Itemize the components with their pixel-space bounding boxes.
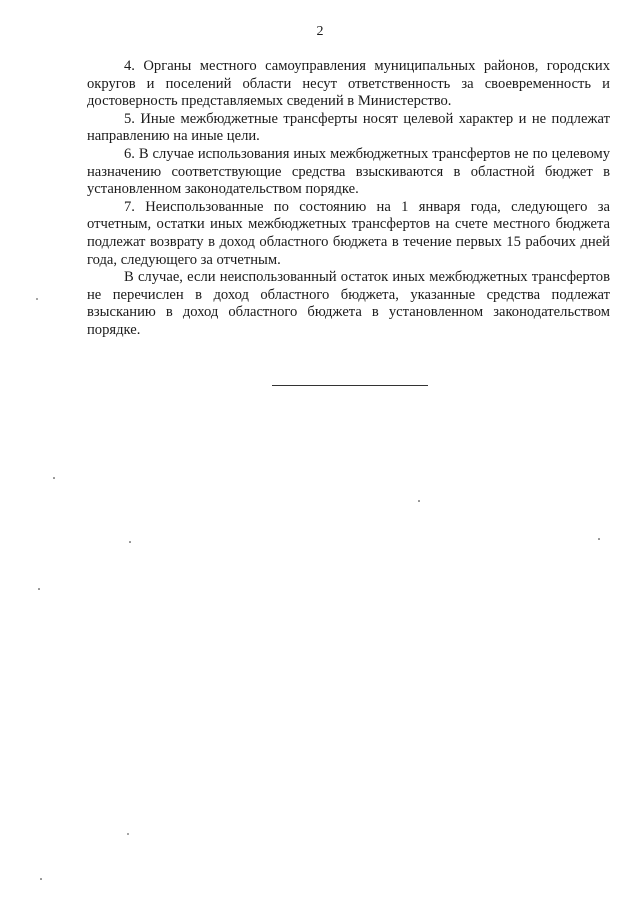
scan-speck <box>129 541 131 543</box>
paragraph-unreturned-balance: В случае, если неиспользованный остаток иных межбюджетных трансфертов не перечислен в доход областного бюджета, указанные средства подлежат взысканию в доход областного бюджета в установленном законодательством порядке. <box>87 269 610 338</box>
scan-speck <box>598 538 600 540</box>
paragraph-5: 5. Иные межбюджетные трансферты носят целевой характер и не подлежат направлению на иные цели. <box>87 110 610 145</box>
scan-speck <box>38 588 40 590</box>
document-body <box>87 58 610 340</box>
scan-speck <box>40 878 42 880</box>
paragraph-4: 4. Органы местного самоуправления муниципальных районов, городских округов и поселений области несут ответственность за своевременность и достоверность представляемых сведений в Министерство. <box>87 58 610 110</box>
scan-speck <box>418 500 420 502</box>
end-of-text-divider <box>272 385 428 386</box>
paragraph-7: 7. Неиспользованные по состоянию на 1 января года, следующего за отчетным, остатки иных межбюджетных трансфертов на счете местного бюджета подлежат возврату в доход областного бюджета в течение первых 15 рабочих дней года, следующего за отчетным. <box>87 198 610 268</box>
scan-speck <box>36 298 38 300</box>
page-number: 2 <box>316 24 324 39</box>
scan-speck <box>127 833 129 835</box>
paragraph-6: 6. В случае использования иных межбюджетных трансфертов не по целевому назначению соответствующие средства взыскиваются в областной бюджет в установленном законодательством порядке. <box>87 145 610 198</box>
scan-speck <box>53 477 55 479</box>
